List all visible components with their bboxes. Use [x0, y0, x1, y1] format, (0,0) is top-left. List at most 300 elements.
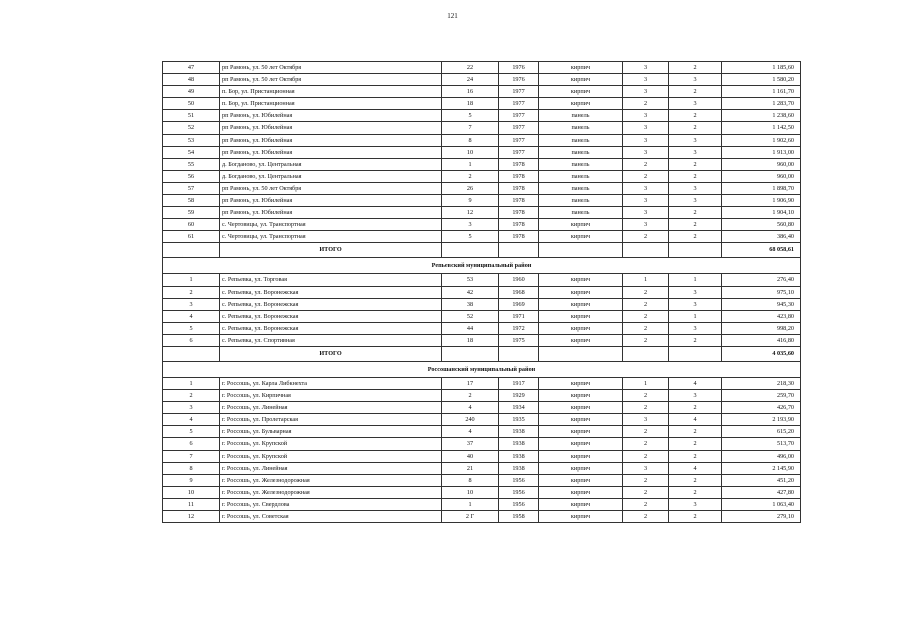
address-cell: рп Рамонь, ул. 50 лет Октября	[220, 182, 442, 194]
area-cell: 1 283,70	[722, 98, 801, 110]
year-built-cell: 1977	[499, 134, 539, 146]
row-number-cell: 58	[163, 195, 220, 207]
wall-material-cell: кирпич	[539, 377, 623, 389]
entrances-cell: 2	[669, 231, 722, 243]
entrances-cell: 2	[669, 219, 722, 231]
entrances-cell: 3	[669, 322, 722, 334]
row-number-cell: 11	[163, 498, 220, 510]
table-row	[163, 402, 801, 414]
floors-cell: 1	[623, 274, 669, 286]
table-row	[163, 207, 801, 219]
area-cell: 496,00	[722, 450, 801, 462]
wall-material-cell: панель	[539, 158, 623, 170]
page-number: 121	[447, 12, 458, 20]
row-number-cell: 3	[163, 402, 220, 414]
address-cell: п. Бор, ул. Пристанционная	[220, 86, 442, 98]
area-cell: 1 161,70	[722, 86, 801, 98]
total-empty-cell	[163, 346, 220, 361]
area-cell: 1 142,50	[722, 122, 801, 134]
house-number-cell: 38	[442, 298, 499, 310]
row-number-cell: 2	[163, 390, 220, 402]
floors-cell: 2	[623, 322, 669, 334]
year-built-cell: 1971	[499, 310, 539, 322]
floors-cell: 3	[623, 182, 669, 194]
year-built-cell: 1935	[499, 414, 539, 426]
floors-cell: 3	[623, 74, 669, 86]
wall-material-cell: панель	[539, 134, 623, 146]
year-built-cell: 1929	[499, 390, 539, 402]
floors-cell: 3	[623, 86, 669, 98]
year-built-cell: 1938	[499, 426, 539, 438]
row-number-cell: 10	[163, 486, 220, 498]
table-row	[163, 62, 801, 74]
row-number-cell: 4	[163, 414, 220, 426]
house-number-cell: 3	[442, 219, 499, 231]
row-number-cell: 3	[163, 298, 220, 310]
entrances-cell: 3	[669, 146, 722, 158]
wall-material-cell: кирпич	[539, 462, 623, 474]
address-cell: г. Россошь, ул. Крупской	[220, 450, 442, 462]
house-number-cell: 2	[442, 390, 499, 402]
table-row	[163, 182, 801, 194]
house-number-cell: 1	[442, 158, 499, 170]
address-cell: рп Рамонь, ул. 50 лет Октября	[220, 74, 442, 86]
table-row	[163, 219, 801, 231]
area-cell: 279,10	[722, 511, 801, 523]
year-built-cell: 1978	[499, 207, 539, 219]
floors-cell: 2	[623, 426, 669, 438]
wall-material-cell: кирпич	[539, 322, 623, 334]
table-row	[163, 146, 801, 158]
house-number-cell: 10	[442, 486, 499, 498]
floors-cell: 2	[623, 511, 669, 523]
address-cell: рп Рамонь, ул. Юбилейная	[220, 134, 442, 146]
area-cell: 259,70	[722, 390, 801, 402]
row-number-cell: 1	[163, 377, 220, 389]
area-cell: 998,20	[722, 322, 801, 334]
area-cell: 427,80	[722, 486, 801, 498]
address-cell: рп Рамонь, ул. Юбилейная	[220, 195, 442, 207]
section-row	[163, 361, 801, 377]
table-row	[163, 286, 801, 298]
year-built-cell: 1977	[499, 110, 539, 122]
wall-material-cell: кирпич	[539, 426, 623, 438]
floors-cell: 2	[623, 474, 669, 486]
row-number-cell: 61	[163, 231, 220, 243]
wall-material-cell: кирпич	[539, 74, 623, 86]
row-number-cell: 12	[163, 511, 220, 523]
table-row	[163, 390, 801, 402]
area-cell: 1 906,90	[722, 195, 801, 207]
entrances-cell: 3	[669, 498, 722, 510]
wall-material-cell: панель	[539, 182, 623, 194]
wall-material-cell: панель	[539, 170, 623, 182]
section-repyovka	[163, 258, 801, 274]
floors-cell: 3	[623, 195, 669, 207]
total-empty-cell	[669, 243, 722, 258]
year-built-cell: 1978	[499, 158, 539, 170]
address-cell: рп Рамонь, ул. Юбилейная	[220, 110, 442, 122]
area-cell: 1 898,70	[722, 182, 801, 194]
area-cell: 423,80	[722, 310, 801, 322]
year-built-cell: 1977	[499, 146, 539, 158]
row-number-cell: 2	[163, 286, 220, 298]
address-cell: г. Россошь, ул. Бульварная	[220, 426, 442, 438]
table-row	[163, 310, 801, 322]
entrances-cell: 3	[669, 286, 722, 298]
address-cell: г. Россошь, ул. Свердлова	[220, 498, 442, 510]
area-cell: 945,30	[722, 298, 801, 310]
block-repyovka-rows	[163, 274, 801, 347]
table-row	[163, 450, 801, 462]
year-built-cell: 1978	[499, 195, 539, 207]
row-number-cell: 6	[163, 438, 220, 450]
floors-cell: 3	[623, 414, 669, 426]
total-empty-cell	[499, 243, 539, 258]
area-cell: 1 063,40	[722, 498, 801, 510]
address-cell: рп Рамонь, ул. Юбилейная	[220, 122, 442, 134]
table-row	[163, 195, 801, 207]
wall-material-cell: кирпич	[539, 298, 623, 310]
table-row	[163, 98, 801, 110]
address-cell: г. Россошь, ул. Линейная	[220, 402, 442, 414]
total-empty-cell	[499, 346, 539, 361]
address-cell: д. Богданово, ул. Центральная	[220, 158, 442, 170]
floors-cell: 2	[623, 98, 669, 110]
floors-cell: 2	[623, 450, 669, 462]
floors-cell: 3	[623, 146, 669, 158]
entrances-cell: 3	[669, 298, 722, 310]
year-built-cell: 1978	[499, 182, 539, 194]
table-row	[163, 110, 801, 122]
address-cell: д. Богданово, ул. Центральная	[220, 170, 442, 182]
address-cell: рп Рамонь, ул. Юбилейная	[220, 207, 442, 219]
entrances-cell: 3	[669, 98, 722, 110]
entrances-cell: 2	[669, 450, 722, 462]
entrances-cell: 2	[669, 170, 722, 182]
entrances-cell: 3	[669, 182, 722, 194]
total-empty-cell	[539, 243, 623, 258]
wall-material-cell: кирпич	[539, 414, 623, 426]
entrances-cell: 2	[669, 486, 722, 498]
house-number-cell: 53	[442, 274, 499, 286]
floors-cell: 3	[623, 62, 669, 74]
table-row	[163, 322, 801, 334]
area-cell: 1 913,00	[722, 146, 801, 158]
house-number-cell: 24	[442, 74, 499, 86]
area-cell: 426,70	[722, 402, 801, 414]
row-number-cell: 54	[163, 146, 220, 158]
year-built-cell: 1976	[499, 74, 539, 86]
house-number-cell: 44	[442, 322, 499, 334]
address-cell: с. Репьевка, ул. Воронежская	[220, 298, 442, 310]
year-built-cell: 1956	[499, 474, 539, 486]
total-empty-cell	[442, 243, 499, 258]
row-number-cell: 49	[163, 86, 220, 98]
row-number-cell: 59	[163, 207, 220, 219]
wall-material-cell: кирпич	[539, 310, 623, 322]
row-number-cell: 48	[163, 74, 220, 86]
wall-material-cell: кирпич	[539, 98, 623, 110]
wall-material-cell: кирпич	[539, 231, 623, 243]
housing-registry-table	[162, 61, 801, 523]
wall-material-cell: кирпич	[539, 438, 623, 450]
year-built-cell: 1972	[499, 322, 539, 334]
section-row	[163, 258, 801, 274]
entrances-cell: 2	[669, 474, 722, 486]
address-cell: с. Репьевка, ул. Воронежская	[220, 286, 442, 298]
house-number-cell: 12	[442, 207, 499, 219]
row-number-cell: 57	[163, 182, 220, 194]
house-number-cell: 240	[442, 414, 499, 426]
row-number-cell: 47	[163, 62, 220, 74]
year-built-cell: 1978	[499, 170, 539, 182]
entrances-cell: 2	[669, 511, 722, 523]
row-number-cell: 53	[163, 134, 220, 146]
table-row	[163, 414, 801, 426]
row-number-cell: 4	[163, 310, 220, 322]
entrances-cell: 3	[669, 134, 722, 146]
address-cell: с. Чертовицы, ул. Транспортная	[220, 231, 442, 243]
area-cell: 1 238,60	[722, 110, 801, 122]
year-built-cell: 1938	[499, 450, 539, 462]
entrances-cell: 2	[669, 62, 722, 74]
year-built-cell: 1976	[499, 62, 539, 74]
entrances-cell: 2	[669, 402, 722, 414]
area-cell: 1 902,60	[722, 134, 801, 146]
area-cell: 1 580,20	[722, 74, 801, 86]
area-cell: 451,20	[722, 474, 801, 486]
year-built-cell: 1938	[499, 462, 539, 474]
house-number-cell: 18	[442, 334, 499, 346]
wall-material-cell: панель	[539, 122, 623, 134]
house-number-cell: 8	[442, 474, 499, 486]
year-built-cell: 1958	[499, 511, 539, 523]
table-row	[163, 462, 801, 474]
table-row	[163, 377, 801, 389]
area-cell: 1 185,60	[722, 62, 801, 74]
row-number-cell: 56	[163, 170, 220, 182]
table-row	[163, 158, 801, 170]
wall-material-cell: кирпич	[539, 450, 623, 462]
house-number-cell: 7	[442, 122, 499, 134]
row-number-cell: 52	[163, 122, 220, 134]
area-cell: 416,80	[722, 334, 801, 346]
wall-material-cell: панель	[539, 195, 623, 207]
row-number-cell: 7	[163, 450, 220, 462]
address-cell: г. Россошь, ул. Линейная	[220, 462, 442, 474]
year-built-cell: 1977	[499, 122, 539, 134]
wall-material-cell: кирпич	[539, 498, 623, 510]
wall-material-cell: кирпич	[539, 86, 623, 98]
year-built-cell: 1969	[499, 298, 539, 310]
floors-cell: 3	[623, 122, 669, 134]
floors-cell: 2	[623, 402, 669, 414]
entrances-cell: 2	[669, 334, 722, 346]
house-number-cell: 37	[442, 438, 499, 450]
section-title: Россошанский муниципальный район	[163, 361, 801, 377]
year-built-cell: 1938	[499, 438, 539, 450]
block-rossosh-rows	[163, 377, 801, 522]
floors-cell: 2	[623, 438, 669, 450]
entrances-cell: 3	[669, 74, 722, 86]
address-cell: рп Рамонь, ул. Юбилейная	[220, 146, 442, 158]
entrances-cell: 2	[669, 122, 722, 134]
address-cell: с. Репьевка, ул. Спортивная	[220, 334, 442, 346]
entrances-cell: 3	[669, 390, 722, 402]
entrances-cell: 3	[669, 195, 722, 207]
house-number-cell: 42	[442, 286, 499, 298]
table-row	[163, 86, 801, 98]
total-label: ИТОГО	[220, 243, 442, 258]
house-number-cell: 52	[442, 310, 499, 322]
row-number-cell: 1	[163, 274, 220, 286]
table-row	[163, 122, 801, 134]
floors-cell: 2	[623, 486, 669, 498]
entrances-cell: 2	[669, 438, 722, 450]
house-number-cell: 5	[442, 231, 499, 243]
house-number-cell: 4	[442, 402, 499, 414]
entrances-cell: 2	[669, 207, 722, 219]
floors-cell: 1	[623, 377, 669, 389]
year-built-cell: 1978	[499, 231, 539, 243]
table-row	[163, 426, 801, 438]
address-cell: г. Россошь, ул. Пролетарская	[220, 414, 442, 426]
area-cell: 960,00	[722, 158, 801, 170]
address-cell: г. Россошь, ул. Железнодорожная	[220, 474, 442, 486]
entrances-cell: 2	[669, 86, 722, 98]
house-number-cell: 26	[442, 182, 499, 194]
area-cell: 276,40	[722, 274, 801, 286]
address-cell: г. Россошь, ул. Карла Либкнехта	[220, 377, 442, 389]
table-row	[163, 74, 801, 86]
area-cell: 615,20	[722, 426, 801, 438]
entrances-cell: 2	[669, 110, 722, 122]
table-row	[163, 231, 801, 243]
entrances-cell: 4	[669, 414, 722, 426]
wall-material-cell: кирпич	[539, 511, 623, 523]
area-cell: 218,30	[722, 377, 801, 389]
floors-cell: 2	[623, 310, 669, 322]
row-number-cell: 55	[163, 158, 220, 170]
wall-material-cell: панель	[539, 207, 623, 219]
house-number-cell: 9	[442, 195, 499, 207]
house-number-cell: 8	[442, 134, 499, 146]
address-cell: п. Бор, ул. Пристанционная	[220, 98, 442, 110]
address-cell: г. Россошь, ул. Кирпичная	[220, 390, 442, 402]
table-row	[163, 438, 801, 450]
table-row	[163, 274, 801, 286]
table-row	[163, 511, 801, 523]
row-number-cell: 9	[163, 474, 220, 486]
row-number-cell: 8	[163, 462, 220, 474]
row-number-cell: 50	[163, 98, 220, 110]
year-built-cell: 1978	[499, 219, 539, 231]
floors-cell: 2	[623, 231, 669, 243]
table-row	[163, 134, 801, 146]
area-cell: 1 904,10	[722, 207, 801, 219]
house-number-cell: 18	[442, 98, 499, 110]
entrances-cell: 4	[669, 462, 722, 474]
address-cell: с. Репьевка, ул. Воронежская	[220, 322, 442, 334]
area-cell: 975,10	[722, 286, 801, 298]
row-number-cell: 5	[163, 322, 220, 334]
entrances-cell: 2	[669, 158, 722, 170]
address-cell: с. Чертовицы, ул. Транспортная	[220, 219, 442, 231]
wall-material-cell: кирпич	[539, 286, 623, 298]
address-cell: г. Россошь, ул. Железнодорожная	[220, 486, 442, 498]
house-number-cell: 2 Г	[442, 511, 499, 523]
year-built-cell: 1977	[499, 98, 539, 110]
address-cell: рп Рамонь, ул. 50 лет Октября	[220, 62, 442, 74]
entrances-cell: 1	[669, 310, 722, 322]
year-built-cell: 1956	[499, 486, 539, 498]
row-number-cell: 6	[163, 334, 220, 346]
house-number-cell: 2	[442, 170, 499, 182]
total-empty-cell	[442, 346, 499, 361]
floors-cell: 3	[623, 462, 669, 474]
wall-material-cell: кирпич	[539, 334, 623, 346]
wall-material-cell: кирпич	[539, 62, 623, 74]
total-row	[163, 346, 801, 361]
table-row	[163, 298, 801, 310]
year-built-cell: 1975	[499, 334, 539, 346]
block-ramon-rows	[163, 62, 801, 243]
area-cell: 513,70	[722, 438, 801, 450]
table-row	[163, 474, 801, 486]
wall-material-cell: кирпич	[539, 474, 623, 486]
year-built-cell: 1956	[499, 498, 539, 510]
total-label: ИТОГО	[220, 346, 442, 361]
table-row	[163, 334, 801, 346]
house-number-cell: 17	[442, 377, 499, 389]
year-built-cell: 1917	[499, 377, 539, 389]
house-number-cell: 5	[442, 110, 499, 122]
wall-material-cell: кирпич	[539, 390, 623, 402]
year-built-cell: 1960	[499, 274, 539, 286]
block-repyovka-total	[163, 346, 801, 361]
table-row	[163, 170, 801, 182]
wall-material-cell: кирпич	[539, 402, 623, 414]
area-cell: 960,00	[722, 170, 801, 182]
entrances-cell: 4	[669, 377, 722, 389]
floors-cell: 2	[623, 390, 669, 402]
total-empty-cell	[163, 243, 220, 258]
total-empty-cell	[623, 346, 669, 361]
house-number-cell: 1	[442, 498, 499, 510]
address-cell: с. Репьевка, ул. Воронежская	[220, 310, 442, 322]
floors-cell: 2	[623, 170, 669, 182]
row-number-cell: 51	[163, 110, 220, 122]
address-cell: г. Россошь, ул. Крупской	[220, 438, 442, 450]
total-empty-cell	[539, 346, 623, 361]
total-empty-cell	[669, 346, 722, 361]
house-number-cell: 16	[442, 86, 499, 98]
floors-cell: 3	[623, 110, 669, 122]
total-area: 4 035,60	[722, 346, 801, 361]
house-number-cell: 21	[442, 462, 499, 474]
wall-material-cell: панель	[539, 146, 623, 158]
house-number-cell: 40	[442, 450, 499, 462]
wall-material-cell: панель	[539, 110, 623, 122]
row-number-cell: 5	[163, 426, 220, 438]
year-built-cell: 1934	[499, 402, 539, 414]
floors-cell: 3	[623, 207, 669, 219]
section-rossosh	[163, 361, 801, 377]
floors-cell: 3	[623, 219, 669, 231]
entrances-cell: 1	[669, 274, 722, 286]
entrances-cell: 2	[669, 426, 722, 438]
